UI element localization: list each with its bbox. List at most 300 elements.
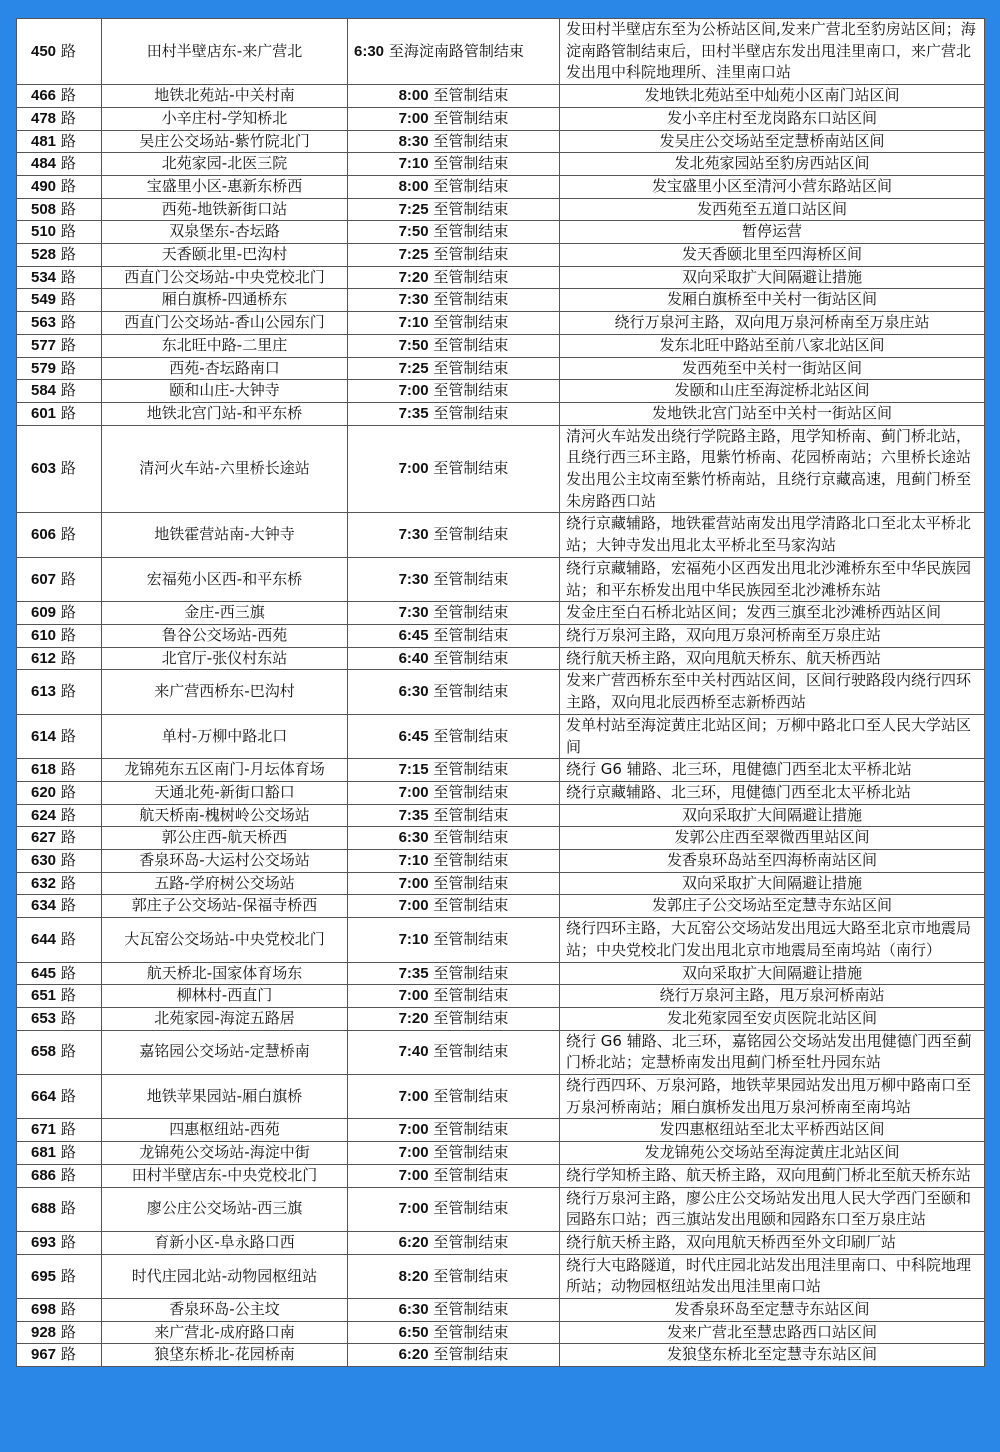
route-unit: 路 [60, 569, 76, 588]
control-time-cell [348, 557, 560, 601]
route-number: 490 [31, 177, 57, 195]
control-time-cell [348, 624, 560, 647]
table-row [17, 1344, 985, 1367]
time-suffix: 至管制结束 [433, 131, 509, 150]
detour-note: 发地铁北苑站至中灿苑小区南门站区间 [560, 85, 985, 108]
route-terminals: 地铁霍营站南-大钟寺 [102, 513, 348, 557]
time-suffix: 至管制结束 [433, 1042, 509, 1061]
table-row [17, 1007, 985, 1030]
time-suffix: 至管制结束 [433, 828, 509, 847]
route-unit: 路 [60, 1345, 76, 1364]
route-unit: 路 [60, 1086, 76, 1105]
control-time-cell [348, 1231, 560, 1254]
route-number: 607 [31, 570, 57, 588]
route-unit: 路 [60, 929, 76, 948]
route-number: 466 [31, 87, 57, 105]
route-terminals: 吴庄公交场站-紫竹院北门 [102, 130, 348, 153]
table-row [17, 244, 985, 267]
route-terminals: 鲁谷公交场站-西苑 [102, 624, 348, 647]
route-unit: 路 [60, 86, 76, 105]
route-unit: 路 [60, 381, 76, 400]
start-time: 8:30 [398, 132, 429, 150]
control-time-cell [348, 602, 560, 625]
route-cell [17, 402, 102, 425]
table-row [17, 85, 985, 108]
table-row [17, 19, 985, 85]
route-unit: 路 [60, 290, 76, 309]
table-row [17, 1299, 985, 1322]
route-terminals: 西苑-地铁新街口站 [102, 198, 348, 221]
control-time-cell [348, 513, 560, 557]
control-time-cell [348, 289, 560, 312]
route-cell [17, 804, 102, 827]
route-unit: 路 [60, 154, 76, 173]
route-unit: 路 [60, 222, 76, 241]
detour-note: 绕行京藏辅路，宏福苑小区西发出甩北沙滩桥东至中华民族园站；和平东桥发出甩中华民族园至北沙滩桥东站 [560, 557, 985, 601]
start-time: 7:00 [398, 783, 429, 801]
route-cell [17, 266, 102, 289]
route-unit: 路 [60, 625, 76, 644]
detour-note: 发吴庄公交场站至定慧桥南站区间 [560, 130, 985, 153]
route-unit: 路 [60, 1266, 76, 1285]
detour-note: 发宝盛里小区至清河小营东路站区间 [560, 175, 985, 198]
route-unit: 路 [60, 648, 76, 667]
route-terminals: 龙锦苑东五区南门-月坛体育场 [102, 759, 348, 782]
route-terminals: 狼垡东桥北-花园桥南 [102, 1344, 348, 1367]
start-time: 7:00 [398, 1121, 429, 1139]
detour-note: 发厢白旗桥至中关村一街站区间 [560, 289, 985, 312]
control-time-cell [348, 357, 560, 380]
time-suffix: 至管制结束 [433, 1143, 509, 1162]
start-time: 7:00 [398, 460, 429, 478]
time-suffix: 至管制结束 [433, 86, 509, 105]
route-terminals: 宏福苑小区西-和平东桥 [102, 557, 348, 601]
control-time-cell [348, 759, 560, 782]
control-time-cell [348, 334, 560, 357]
route-cell [17, 1231, 102, 1254]
route-cell [17, 647, 102, 670]
route-terminals: 金庄-西三旗 [102, 602, 348, 625]
detour-note: 发来广营北至慧忠路西口站区间 [560, 1321, 985, 1344]
time-suffix: 至管制结束 [433, 1232, 509, 1251]
route-terminals: 五路-学府树公交场站 [102, 872, 348, 895]
start-time: 7:25 [398, 359, 429, 377]
route-terminals: 地铁北苑站-中关村南 [102, 85, 348, 108]
route-unit: 路 [60, 782, 76, 801]
route-terminals: 颐和山庄-大钟寺 [102, 380, 348, 403]
route-cell [17, 557, 102, 601]
table-row [17, 357, 985, 380]
detour-note: 绕行四环主路，大瓦窑公交场站发出甩远大路至北京市地震局站；中央党校北门发出甩北京市地震局至南坞站（南行） [560, 918, 985, 962]
route-cell [17, 107, 102, 130]
route-terminals: 厢白旗桥-四通桥东 [102, 289, 348, 312]
route-unit: 路 [60, 199, 76, 218]
route-cell [17, 175, 102, 198]
control-time-cell [348, 1075, 560, 1119]
control-time-cell [348, 872, 560, 895]
route-unit: 路 [60, 1232, 76, 1251]
table-row [17, 781, 985, 804]
start-time: 6:45 [398, 727, 429, 745]
time-suffix: 至管制结束 [433, 245, 509, 264]
route-number: 577 [31, 336, 57, 354]
time-suffix: 至管制结束 [433, 459, 509, 478]
control-time-cell [348, 781, 560, 804]
control-time-cell [348, 850, 560, 873]
start-time: 8:00 [398, 87, 429, 105]
route-number: 644 [31, 930, 57, 948]
detour-note: 发香泉环岛站至四海桥南站区间 [560, 850, 985, 873]
route-number: 664 [31, 1087, 57, 1105]
route-cell [17, 19, 102, 85]
route-number: 484 [31, 155, 57, 173]
detour-note: 发地铁北宫门站至中关村一街站区间 [560, 402, 985, 425]
detour-note: 绕行万泉河主路，双向甩万泉河桥南至万泉庄站 [560, 312, 985, 335]
control-time-cell [348, 827, 560, 850]
route-cell [17, 1299, 102, 1322]
route-number: 601 [31, 404, 57, 422]
table-row [17, 513, 985, 557]
detour-note: 发金庄至白石桥北站区间；发西三旗至北沙滩桥西站区间 [560, 602, 985, 625]
time-suffix: 至管制结束 [433, 154, 509, 173]
time-suffix: 至管制结束 [433, 381, 509, 400]
route-unit: 路 [60, 1120, 76, 1139]
table-row [17, 380, 985, 403]
table-row [17, 602, 985, 625]
start-time: 7:30 [398, 604, 429, 622]
route-unit: 路 [60, 1143, 76, 1162]
table-row [17, 175, 985, 198]
route-cell [17, 289, 102, 312]
route-cell [17, 1119, 102, 1142]
start-time: 6:30 [398, 829, 429, 847]
detour-note: 发四惠枢纽站至北太平桥西站区间 [560, 1119, 985, 1142]
detour-note: 绕行 G6 辅路、北三环，嘉铭园公交场站发出甩健德门西至蓟门桥北站；定慧桥南发出甩蓟门桥至牡丹园东站 [560, 1030, 985, 1074]
route-number: 584 [31, 382, 57, 400]
route-number: 698 [31, 1301, 57, 1319]
route-unit: 路 [60, 963, 76, 982]
route-cell [17, 513, 102, 557]
route-unit: 路 [60, 828, 76, 847]
route-unit: 路 [60, 313, 76, 332]
detour-note: 发田村半壁店东至为公桥站区间,发来广营北至豹房站区间；海淀南路管制结束后，田村半壁店东发出甩洼里南口，来广营北发出甩中科院地理所、洼里南口站 [560, 19, 985, 85]
time-suffix: 至管制结束 [433, 1008, 509, 1027]
route-unit: 路 [60, 682, 76, 701]
detour-note: 绕行航天桥主路，双向甩航天桥西至外文印刷厂站 [560, 1231, 985, 1254]
time-suffix: 至管制结束 [433, 176, 509, 195]
control-time-cell [348, 895, 560, 918]
route-terminals: 嘉铭园公交场站-定慧桥南 [102, 1030, 348, 1074]
time-suffix: 至管制结束 [433, 603, 509, 622]
table-row [17, 198, 985, 221]
route-unit: 路 [60, 267, 76, 286]
route-number: 528 [31, 246, 57, 264]
route-number: 450 [31, 42, 57, 60]
route-cell [17, 1321, 102, 1344]
route-number: 653 [31, 1009, 57, 1027]
route-number: 620 [31, 783, 57, 801]
table-row [17, 153, 985, 176]
time-suffix: 至管制结束 [433, 851, 509, 870]
table-row [17, 647, 985, 670]
control-time-cell [348, 266, 560, 289]
start-time: 7:00 [398, 109, 429, 127]
control-time-cell [348, 153, 560, 176]
control-time-cell [348, 1321, 560, 1344]
start-time: 7:10 [398, 852, 429, 870]
route-cell [17, 759, 102, 782]
time-suffix: 至管制结束 [433, 929, 509, 948]
table-row [17, 1231, 985, 1254]
route-terminals: 廖公庄公交场站-西三旗 [102, 1187, 348, 1231]
route-cell [17, 425, 102, 513]
route-number: 606 [31, 526, 57, 544]
time-suffix: 至管制结束 [433, 726, 509, 745]
route-cell [17, 1075, 102, 1119]
table-row [17, 1030, 985, 1074]
control-time-cell [348, 425, 560, 513]
time-suffix: 至管制结束 [433, 108, 509, 127]
start-time: 7:50 [398, 336, 429, 354]
time-suffix: 至管制结束 [433, 1199, 509, 1218]
control-time-cell [348, 670, 560, 714]
route-unit: 路 [60, 1042, 76, 1061]
detour-note: 暂停运营 [560, 221, 985, 244]
route-unit: 路 [60, 525, 76, 544]
route-cell [17, 1254, 102, 1298]
time-suffix: 至管制结束 [433, 199, 509, 218]
start-time: 6:50 [398, 1323, 429, 1341]
route-cell [17, 872, 102, 895]
route-terminals: 时代庄园北站-动物园枢纽站 [102, 1254, 348, 1298]
table-row [17, 1119, 985, 1142]
detour-note: 绕行万泉河主路，双向甩万泉河桥南至万泉庄站 [560, 624, 985, 647]
start-time: 7:35 [398, 404, 429, 422]
control-time-cell [348, 647, 560, 670]
time-suffix: 至管制结束 [433, 963, 509, 982]
table-row [17, 1254, 985, 1298]
control-time-cell [348, 175, 560, 198]
route-number: 634 [31, 897, 57, 915]
route-number: 563 [31, 314, 57, 332]
route-cell [17, 198, 102, 221]
route-unit: 路 [60, 1300, 76, 1319]
route-cell [17, 334, 102, 357]
route-number: 618 [31, 761, 57, 779]
start-time: 6:45 [398, 626, 429, 644]
table-row [17, 221, 985, 244]
time-suffix: 至管制结束 [433, 648, 509, 667]
detour-note: 发小辛庄村至龙岗路东口站区间 [560, 107, 985, 130]
route-terminals: 航天桥北-国家体育场东 [102, 962, 348, 985]
route-terminals: 大瓦窑公交场站-中央党校北门 [102, 918, 348, 962]
route-number: 627 [31, 829, 57, 847]
table-row [17, 289, 985, 312]
detour-note: 双向采取扩大间隔避让措施 [560, 266, 985, 289]
detour-note: 发东北旺中路站至前八家北站区间 [560, 334, 985, 357]
time-suffix: 至管制结束 [433, 896, 509, 915]
detour-note: 绕行京藏辅路，地铁霍营站南发出甩学清路北口至北太平桥北站；大钟寺发出甩北太平桥北至马家沟站 [560, 513, 985, 557]
route-unit: 路 [60, 176, 76, 195]
route-unit: 路 [60, 1008, 76, 1027]
table-row [17, 1321, 985, 1344]
route-cell [17, 1164, 102, 1187]
time-suffix: 至管制结束 [433, 782, 509, 801]
route-number: 481 [31, 132, 57, 150]
route-terminals: 北官厅-张仪村东站 [102, 647, 348, 670]
table-row [17, 312, 985, 335]
control-time-cell [348, 85, 560, 108]
route-terminals: 小辛庄村-学知桥北 [102, 107, 348, 130]
route-cell [17, 221, 102, 244]
detour-note: 发颐和山庄至海淀桥北站区间 [560, 380, 985, 403]
time-suffix: 至管制结束 [433, 222, 509, 241]
detour-note: 发狼垡东桥北至定慧寺东站区间 [560, 1344, 985, 1367]
route-unit: 路 [60, 1322, 76, 1341]
table-row [17, 1187, 985, 1231]
route-unit: 路 [60, 245, 76, 264]
route-terminals: 来广营西桥东-巴沟村 [102, 670, 348, 714]
route-cell [17, 624, 102, 647]
time-suffix: 至管制结束 [433, 760, 509, 779]
time-suffix: 至管制结束 [433, 290, 509, 309]
route-terminals: 西直门公交场站-香山公园东门 [102, 312, 348, 335]
route-unit: 路 [60, 760, 76, 779]
route-terminals: 地铁苹果园站-厢白旗桥 [102, 1075, 348, 1119]
route-terminals: 北苑家园-北医三院 [102, 153, 348, 176]
control-time-cell [348, 107, 560, 130]
detour-note: 绕行 G6 辅路、北三环，甩健德门西至北太平桥北站 [560, 759, 985, 782]
detour-note: 发北苑家园至安贞医院北站区间 [560, 1007, 985, 1030]
time-suffix: 至管制结束 [433, 1322, 509, 1341]
start-time: 7:00 [398, 897, 429, 915]
route-cell [17, 895, 102, 918]
control-time-cell [348, 244, 560, 267]
start-time: 7:30 [398, 291, 429, 309]
control-time-cell [348, 198, 560, 221]
start-time: 7:40 [398, 1043, 429, 1061]
table-row [17, 714, 985, 758]
route-number: 603 [31, 460, 57, 478]
route-cell [17, 781, 102, 804]
route-cell [17, 244, 102, 267]
detour-note: 清河火车站发出绕行学院路主路，甩学知桥南、蓟门桥北站，且绕行西三环主路，甩紫竹桥南、花园桥南站；六里桥长途站发出甩公主坟南至紫竹桥南站，且绕行京藏高速，甩蓟门桥至朱房路西口站 [560, 425, 985, 513]
route-number: 695 [31, 1267, 57, 1285]
route-unit: 路 [60, 403, 76, 422]
control-time-cell [348, 804, 560, 827]
route-cell [17, 130, 102, 153]
detour-note: 双向采取扩大间隔避让措施 [560, 962, 985, 985]
start-time: 6:30 [398, 683, 429, 701]
route-cell [17, 714, 102, 758]
control-time-cell [348, 1254, 560, 1298]
start-time: 7:00 [398, 1166, 429, 1184]
detour-note: 发西苑至五道口站区间 [560, 198, 985, 221]
route-cell [17, 670, 102, 714]
route-terminals: 育新小区-阜永路口西 [102, 1231, 348, 1254]
control-time-cell [348, 714, 560, 758]
time-suffix: 至管制结束 [433, 1266, 509, 1285]
time-suffix: 至管制结束 [433, 569, 509, 588]
detour-note: 绕行大屯路隧道，时代庄园北站发出甩洼里南口、中科院地理所站；动物园枢纽站发出甩洼里南口站 [560, 1254, 985, 1298]
start-time: 7:30 [398, 570, 429, 588]
route-number: 658 [31, 1043, 57, 1061]
start-time: 7:10 [398, 155, 429, 173]
time-suffix: 至管制结束 [433, 1345, 509, 1364]
bus-route-control-table [16, 18, 985, 1367]
route-terminals: 龙锦苑公交场站-海淀中街 [102, 1142, 348, 1165]
route-number: 686 [31, 1166, 57, 1184]
route-unit: 路 [60, 459, 76, 478]
table-row [17, 985, 985, 1008]
route-cell [17, 312, 102, 335]
route-unit: 路 [60, 1165, 76, 1184]
route-terminals: 田村半壁店东-中央党校北门 [102, 1164, 348, 1187]
control-time-cell [348, 19, 560, 85]
time-suffix: 至管制结束 [433, 335, 509, 354]
route-cell [17, 827, 102, 850]
route-cell [17, 918, 102, 962]
start-time: 7:00 [398, 987, 429, 1005]
route-terminals: 郭庄子公交场站-保福寺桥西 [102, 895, 348, 918]
route-unit: 路 [60, 986, 76, 1005]
route-terminals: 田村半壁店东-来广营北 [102, 19, 348, 85]
time-suffix: 至海淀南路管制结束 [388, 41, 524, 60]
route-unit: 路 [60, 108, 76, 127]
start-time: 6:30 [354, 42, 385, 60]
route-number: 688 [31, 1200, 57, 1218]
control-time-cell [348, 918, 560, 962]
detour-note: 发郭庄子公交场站至定慧寺东站区间 [560, 895, 985, 918]
route-number: 928 [31, 1323, 57, 1341]
detour-note: 发单村站至海淀黄庄北站区间；万柳中路北口至人民大学站区间 [560, 714, 985, 758]
control-time-cell [348, 1164, 560, 1187]
detour-note: 双向采取扩大间隔避让措施 [560, 872, 985, 895]
route-number: 478 [31, 109, 57, 127]
route-terminals: 北苑家园-海淀五路居 [102, 1007, 348, 1030]
route-unit: 路 [60, 851, 76, 870]
control-time-cell [348, 130, 560, 153]
route-number: 614 [31, 727, 57, 745]
route-terminals: 清河火车站-六里桥长途站 [102, 425, 348, 513]
route-number: 645 [31, 964, 57, 982]
route-number: 579 [31, 359, 57, 377]
time-suffix: 至管制结束 [433, 682, 509, 701]
route-number: 609 [31, 604, 57, 622]
detour-note: 发来广营西桥东至中关村西站区间，区间行驶路段内绕行四环主路，双向甩北辰西桥至志新桥西站 [560, 670, 985, 714]
time-suffix: 至管制结束 [433, 986, 509, 1005]
route-unit: 路 [60, 1199, 76, 1218]
detour-note: 绕行万泉河主路，甩万泉河桥南站 [560, 985, 985, 1008]
route-cell [17, 1007, 102, 1030]
route-number: 510 [31, 223, 57, 241]
time-suffix: 至管制结束 [433, 625, 509, 644]
start-time: 7:00 [398, 382, 429, 400]
start-time: 7:20 [398, 268, 429, 286]
route-terminals: 西直门公交场站-中央党校北门 [102, 266, 348, 289]
time-suffix: 至管制结束 [433, 1120, 509, 1139]
table-row [17, 1164, 985, 1187]
control-time-cell [348, 1030, 560, 1074]
table-row [17, 425, 985, 513]
route-cell [17, 1344, 102, 1367]
route-number: 624 [31, 806, 57, 824]
time-suffix: 至管制结束 [433, 403, 509, 422]
time-suffix: 至管制结束 [433, 873, 509, 892]
detour-note: 绕行航天桥主路，双向甩航天桥东、航天桥西站 [560, 647, 985, 670]
table-row [17, 624, 985, 647]
route-number: 632 [31, 874, 57, 892]
